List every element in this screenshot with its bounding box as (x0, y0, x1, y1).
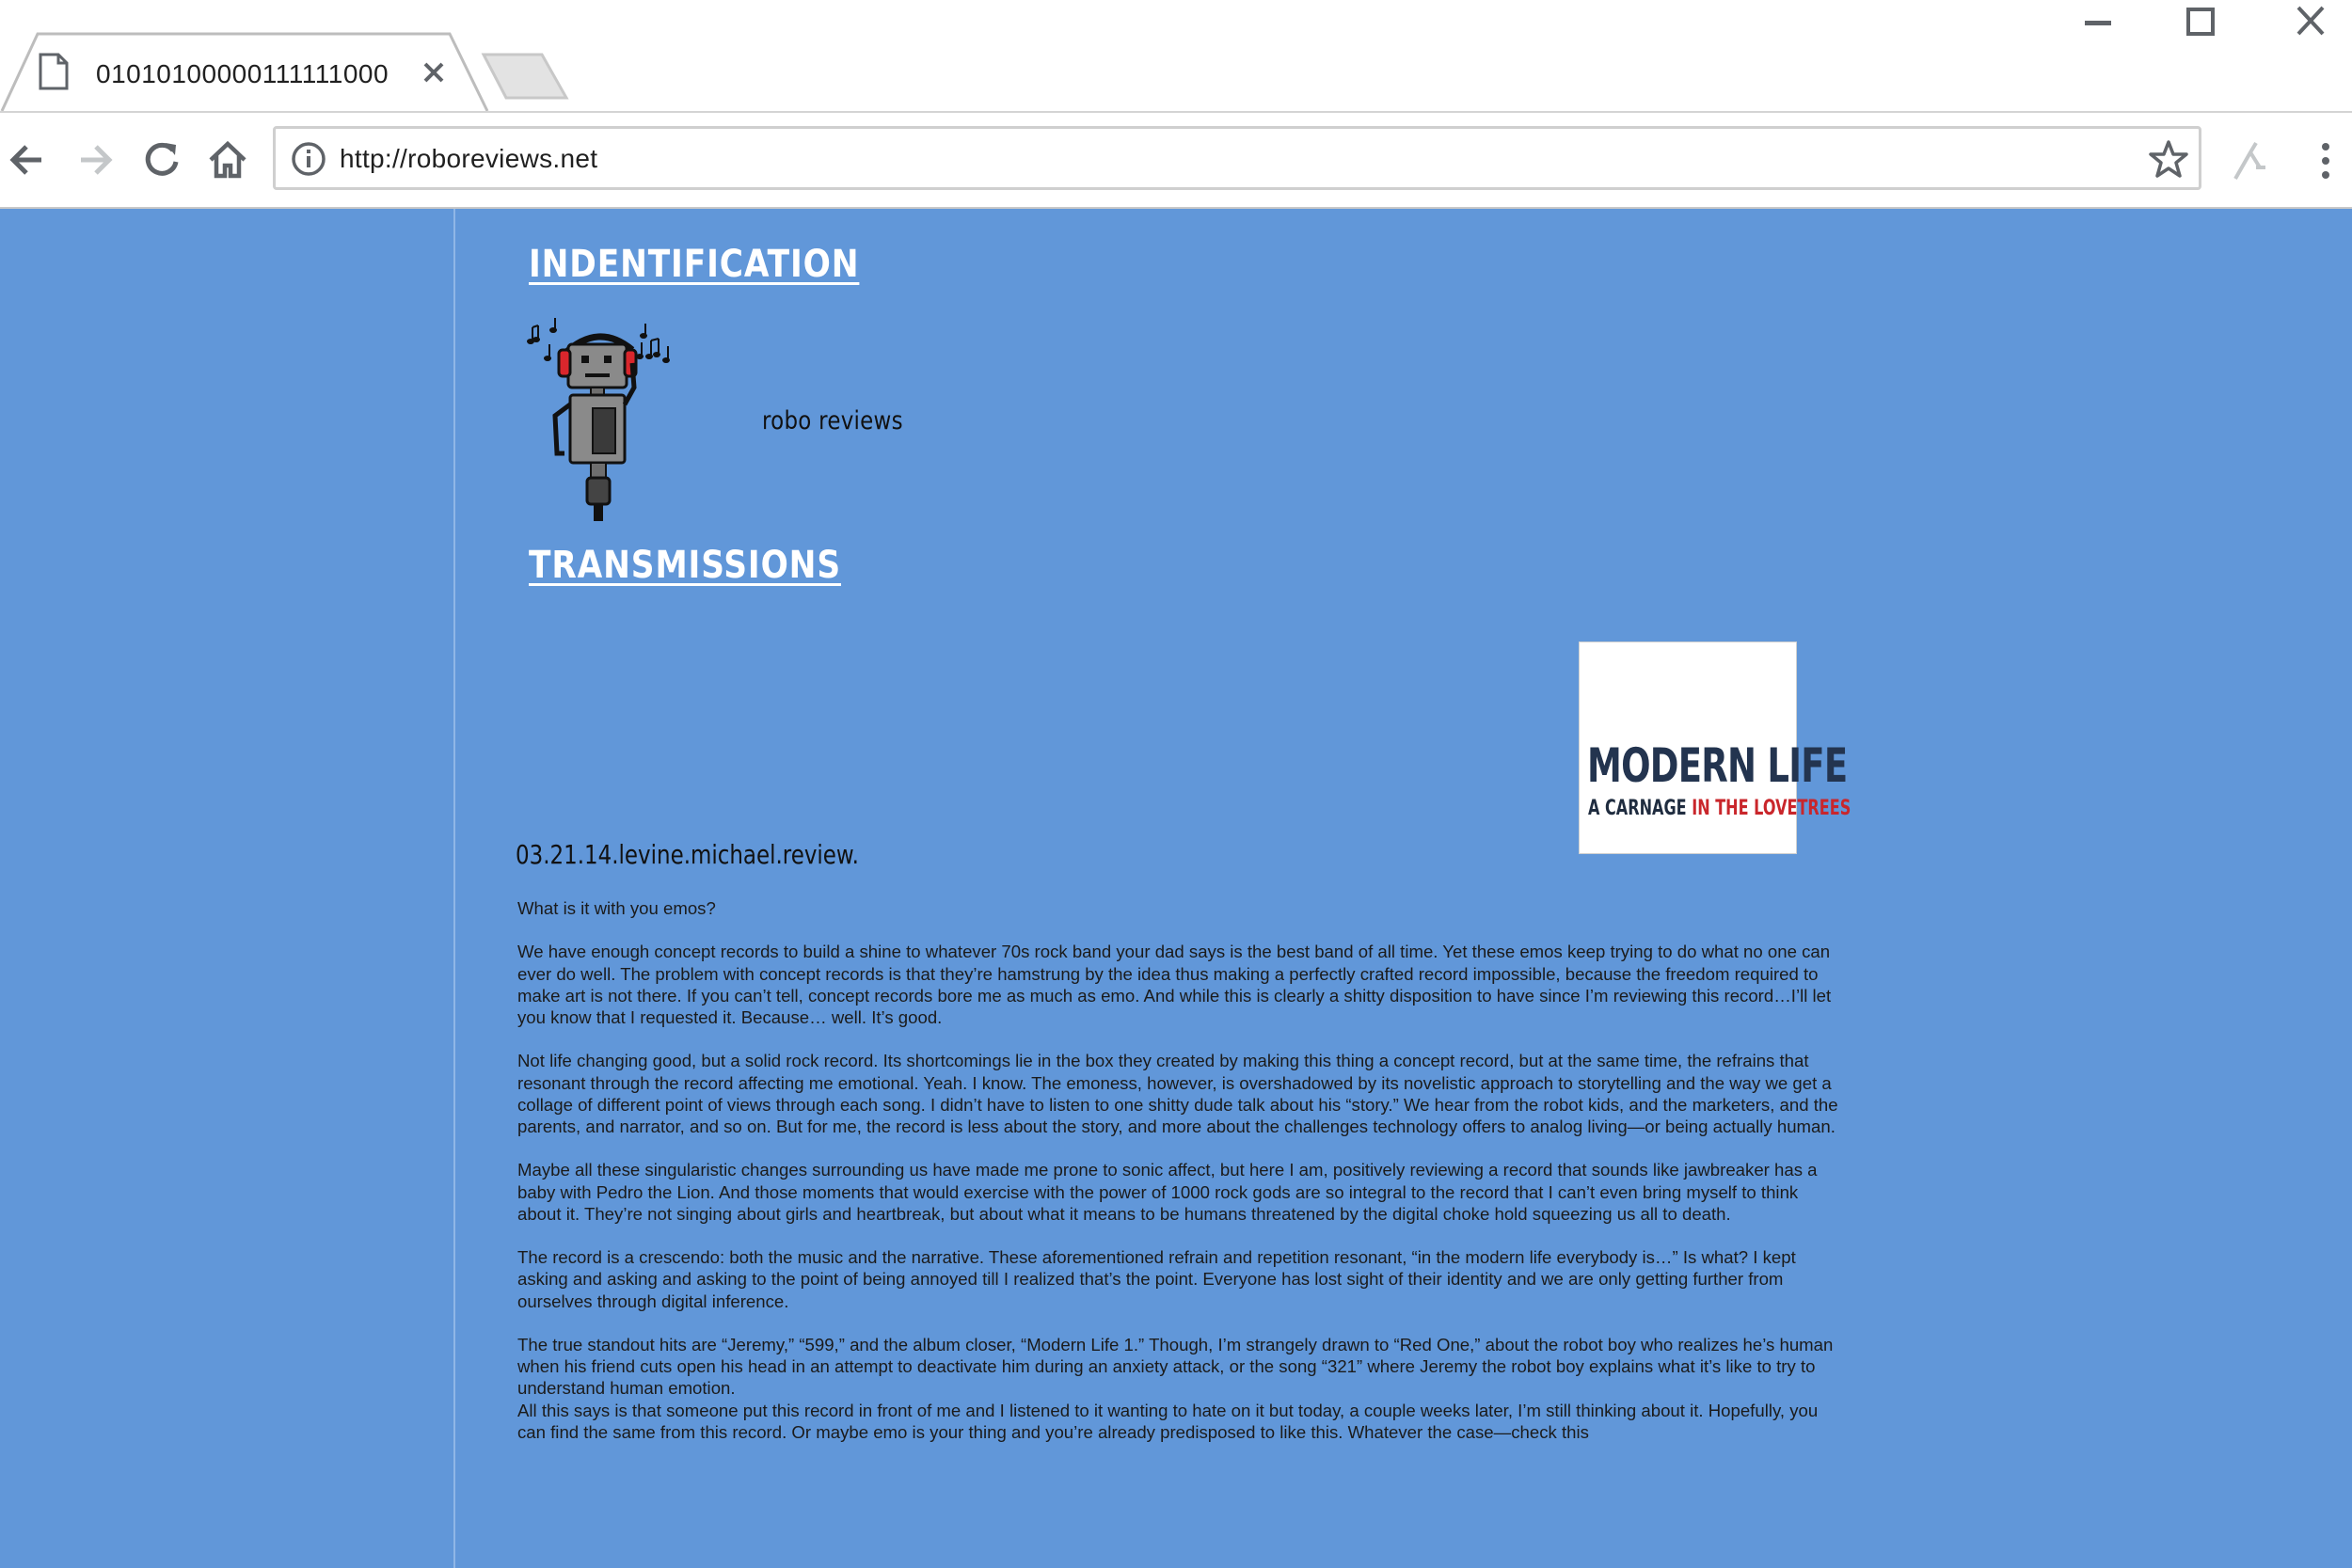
tab-title: 01010100000111111000 (96, 59, 389, 88)
album-artist (1588, 799, 1851, 819)
site-name: robo reviews (762, 406, 903, 436)
maximize-icon[interactable] (2164, 0, 2239, 47)
menu-icon[interactable] (2307, 139, 2344, 182)
url-text[interactable]: http://roboreviews.net (340, 144, 598, 173)
album-title: MODERN LIFE (1587, 738, 1848, 793)
forward-icon[interactable] (70, 135, 119, 184)
robot-logo-icon (527, 322, 677, 524)
post-paragraph: Not life changing good, but a solid rock record. Its shortcomings lie in the box they created by making this thing a concept record, but at the same time, the refrains that resonant through the record affecting me emotional. Yeah. I know. The emoness, however, is overshadowed by its novelistic approach to storytelling and the way we get a collage of different point of views through each song. I didn’t have to listen to one shitty dude talk about his “story.” We hear from the robot kids, and the marketers, and the parents, and narrator, and so on. But for me, the record is less about the story, and more about the challenges technology offers to analog living—or being actually human. (517, 1051, 1838, 1136)
post-paragraph: What is it with you emos? (517, 898, 716, 918)
browser-tab[interactable] (0, 32, 489, 111)
identification-heading-link[interactable]: INDENTIFICATION (529, 243, 860, 286)
post-paragraph: Maybe all these singularistic changes surrounding us have made me prone to sonic affect, but here I am, positively reviewing a record that sounds like jawbreaker has a baby with Pedro the Lion. And those moments that would exercise with the power of 1000 rock gods are so integral to the record that I can’t even bring myself to think about it. They’re not singing about girls and heartbreak, but about what it means to be humans threatened by the digital choke hold squeezing us all to death. (517, 1160, 1818, 1224)
window-close-icon[interactable] (2272, 0, 2347, 47)
star-icon[interactable] (2148, 138, 2189, 180)
browser-toolbar (0, 111, 2352, 209)
close-icon[interactable] (420, 58, 448, 87)
column-divider (453, 209, 455, 1568)
album-cover-image (1579, 641, 1851, 854)
page-content (0, 209, 2352, 1568)
info-icon[interactable] (291, 141, 326, 177)
post-title: 03.21.14.levine.michael.review. (516, 839, 859, 870)
post-paragraph: We have enough concept records to build a shine to whatever 70s rock band your dad says is the best band of all time. Yet these emos keep trying to do what no one can ever do well. The problem with concept records is that they’re hamstrung by the idea thus making a perfectly crafted record impossible, because the freedom required to make art is not there. If you can’t tell, concept records bore me as much as emo. And while this is clearly a shitty disposition to have since I’m reviewing this record…I’ll let you know that I requested it. Because… well. It’s good. (517, 942, 1832, 1027)
new-tab-button[interactable] (482, 51, 568, 102)
transmissions-heading-link[interactable]: TRANSMISSIONS (529, 544, 841, 587)
minimize-icon[interactable] (2060, 0, 2136, 47)
page-icon (38, 53, 70, 90)
reload-icon[interactable] (137, 135, 186, 184)
back-icon[interactable] (4, 135, 53, 184)
post-paragraph: All this says is that someone put this record in front of me and I listened to it wanting to hate on it but today, a couple weeks later, I’m still thinking about it. Hopefully, you can find the same from this record. Or maybe emo is your thing and you’re already predisposed to like this. Whatever the case—check this (517, 1400, 1819, 1442)
post-paragraph: The true standout hits are “Jeremy,” “599,” and the album closer, “Modern Life 1.” Though, I’m strangely drawn to “Red One,” about the robot boy who realizes he’s human when his friend cuts open his head in an attempt to deactivate him during an anxiety attack, or the song “321” where Jeremy the robot boy explains what it’s like to try to understand human emotion. (517, 1334, 1834, 1399)
address-bar[interactable] (273, 126, 2201, 190)
extension-icon[interactable] (2228, 139, 2269, 182)
post-paragraph: The record is a crescendo: both the music and the narrative. These aforementioned refrain and repetition resonant, “in the modern life everybody is…” Is what? I kept asking and asking and asking to the point of being annoyed till I realized that’s the point. Everyone has lost sight of their identity and we are only getting further from ourselves through digital inference. (517, 1247, 1796, 1311)
album-artist-part: A CARNAGE (1588, 797, 1692, 820)
home-icon[interactable] (203, 135, 252, 184)
album-artist-part-red: IN THE LOVETREES (1692, 797, 1851, 820)
post-body (517, 897, 1844, 1465)
browser-titlebar (0, 0, 2352, 111)
